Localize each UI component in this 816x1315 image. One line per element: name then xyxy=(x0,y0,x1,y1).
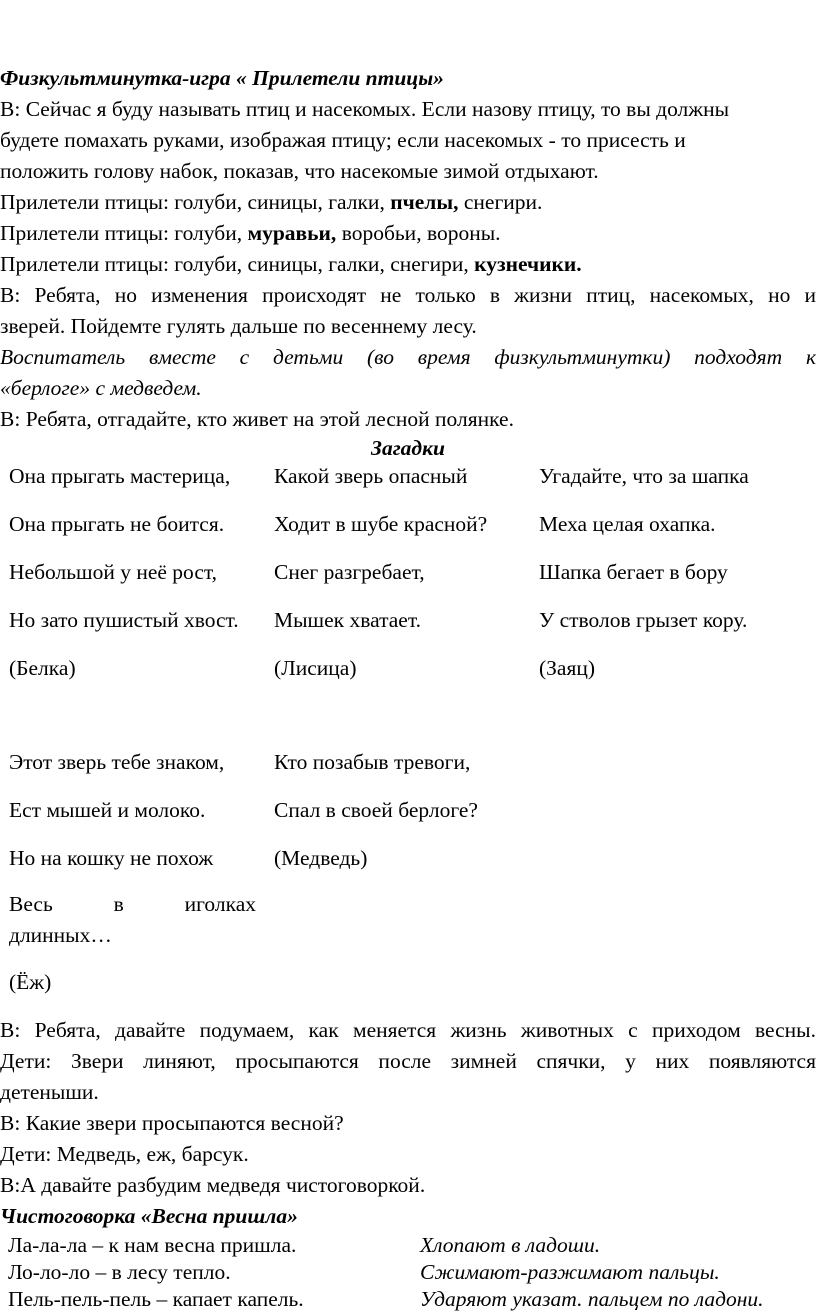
birds-line-1: Прилетели птицы: голуби, синицы, галки, пчелы, снегири. xyxy=(0,190,543,214)
riddle-line: Меха целая охапка. xyxy=(539,512,716,536)
game-title: Физкультминутка-игра « Прилетели птицы» xyxy=(0,66,444,90)
dialogue-line: В:А давайте разбудим медведя чистоговоркой. xyxy=(0,1173,426,1197)
riddle-answer: (Медведь) xyxy=(274,846,368,870)
riddle-answer: (Ёж) xyxy=(9,970,52,994)
riddle-line: Ест мышей и молоко. xyxy=(9,798,206,822)
stage-direction: Воспитатель вместе с детьми (во время физкультминутки) подходят к xyxy=(0,345,816,369)
intro-line: будете помахать руками, изображая птицу; если насекомых - то присесть и xyxy=(0,128,686,152)
insect-word: муравьи, xyxy=(247,221,337,245)
riddle-line: Но зато пушистый хвост. xyxy=(9,608,239,632)
intro-line: В: Сейчас я буду называть птиц и насекомых. Если назову птицу, то вы должны xyxy=(0,97,730,121)
riddle-line: Небольшой у неё рост, xyxy=(9,560,218,584)
riddle-line: Шапка бегает в бору xyxy=(539,560,728,584)
twister-line: Ло-ло-ло – в лесу тепло. xyxy=(8,1260,231,1284)
riddle-line: Кто позабыв тревоги, xyxy=(274,750,471,774)
riddle-answer: (Белка) xyxy=(9,656,76,680)
dialogue-line: В: Какие звери просыпаются весной? xyxy=(0,1111,344,1135)
dialogue-line: детеныши. xyxy=(0,1080,99,1104)
insect-word: пчелы, xyxy=(390,190,459,214)
twister-action: Хлопают в ладоши. xyxy=(420,1233,601,1257)
transition-line: В: Ребята, но изменения происходят не только в жизни птиц, насекомых, но и xyxy=(0,283,816,307)
birds-line-3: Прилетели птицы: голуби, синицы, галки, снегири, кузнечики. xyxy=(0,252,582,276)
twister-action: Ударяют указат. пальцем по ладони. xyxy=(420,1287,764,1311)
twister-line: Ла-ла-ла – к нам весна пришла. xyxy=(8,1233,297,1257)
twister-line: Пель-пель-пель – капает капель. xyxy=(8,1287,304,1311)
twister-action: Сжимают-разжимают пальцы. xyxy=(420,1260,720,1284)
dialogue-line: Дети: Звери линяют, просыпаются после зимней спячки, у них появляются xyxy=(0,1049,816,1073)
riddle-line: Спал в своей берлоге? xyxy=(274,798,478,822)
intro-line: положить голову набок, показав, что насекомые зимой отдыхают. xyxy=(0,159,599,183)
insect-word: кузнечики. xyxy=(474,252,582,276)
riddle-line: Угадайте, что за шапка xyxy=(539,464,749,488)
transition-line: зверей. Пойдемте гулять дальше по весеннему лесу. xyxy=(0,314,477,338)
riddle-line: Снег разгребает, xyxy=(274,560,425,584)
riddle-answer: (Заяц) xyxy=(539,656,596,680)
tongue-twister-title: Чистоговорка «Весна пришла» xyxy=(0,1204,298,1228)
riddle-line: длинных… xyxy=(9,923,112,947)
riddle-line: Ходит в шубе красной? xyxy=(274,512,488,536)
stage-direction: «берлоге» с медведем. xyxy=(0,376,202,400)
riddle-line: Этот зверь тебе знаком, xyxy=(9,750,225,774)
riddle-line: Она прыгать не боится. xyxy=(9,512,225,536)
riddle-line: Она прыгать мастерица, xyxy=(9,464,231,488)
riddle-line: У стволов грызет кору. xyxy=(539,608,748,632)
dialogue-line: Дети: Медведь, еж, барсук. xyxy=(0,1142,249,1166)
riddle-line: Мышек хватает. xyxy=(274,608,421,632)
riddle-answer: (Лисица) xyxy=(274,656,357,680)
riddle-question: В: Ребята, отгадайте, кто живет на этой лесной полянке. xyxy=(0,407,514,431)
dialogue-line: В: Ребята, давайте подумаем, как меняется жизнь животных с приходом весны. xyxy=(0,1018,816,1042)
riddle-line: Но на кошку не похож xyxy=(9,846,214,870)
riddles-heading: Загадки xyxy=(371,436,445,460)
riddle-line-justified: Весь в иголках xyxy=(9,892,256,916)
birds-line-2: Прилетели птицы: голуби, муравьи, воробьи, вороны. xyxy=(0,221,501,245)
riddle-line: Какой зверь опасный xyxy=(274,464,468,488)
